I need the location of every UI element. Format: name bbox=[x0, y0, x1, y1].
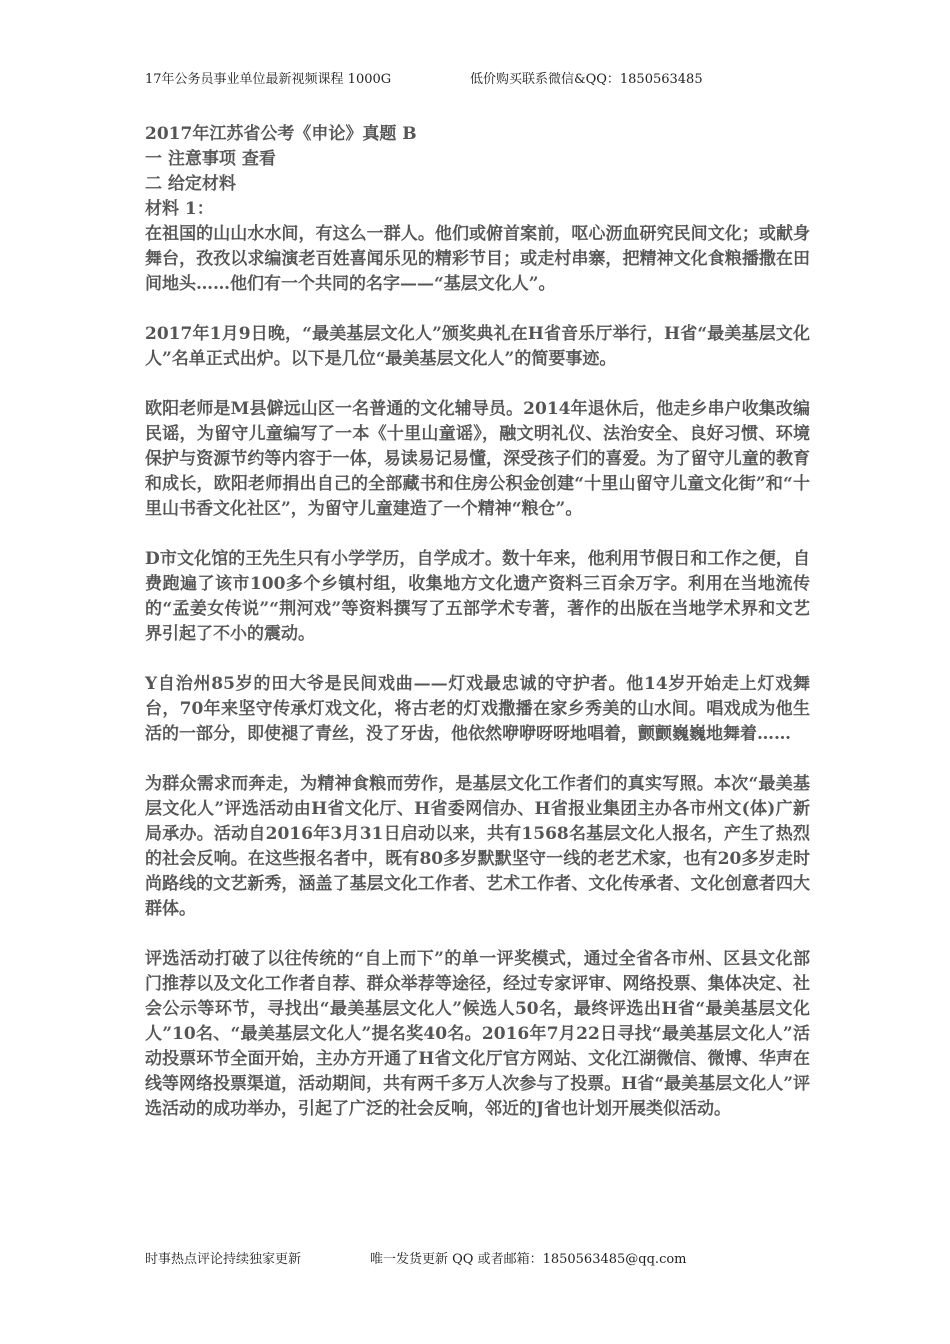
material-label: 材料 1： bbox=[145, 199, 214, 219]
paragraph-intro: 在祖国的山山水水间，有这么一群人。他们或俯首案前，呕心沥血研究民间文化；或献身舞台，孜孜以求编演老百姓喜闻乐见的精彩节目；或走村串寨，把精神文化食粮播撒在田间地头……他们有一个共同的名字——“基层文化人”。 bbox=[145, 224, 810, 294]
page-header bbox=[145, 68, 703, 87]
document-body bbox=[145, 122, 810, 1147]
section-heading-notes: 一 注意事项 查看 bbox=[145, 149, 276, 169]
header-left-text: 17年公务员事业单位最新视频课程 1000G bbox=[145, 72, 392, 87]
paragraph-ouyang: 欧阳老师是M县僻远山区一名普通的文化辅导员。2014年退休后，他走乡串户收集改编民谣，为留守儿童编写了一本《十里山童谣》，融文明礼仪、法治安全、良好习惯、环境保护与资源节约等内容于一体，易读易记易懂，深受孩子们的喜爱。为了留守儿童的教育和成长，欧阳老师捐出自己的全部藏书和住房公积金创建“十里山留守儿童文化街”和“十里山书香文化社区”，为留守儿童建造了一个精神“粮仓”。 bbox=[145, 399, 810, 519]
document-title: 2017年江苏省公考《申论》真题 B bbox=[145, 124, 417, 144]
paragraph-wang: D市文化馆的王先生只有小学学历，自学成才。数十年来，他利用节假日和工作之便，自费跑遍了该市100多个乡镇村组，收集地方文化遗产资料三百余万字。利用在当地流传的“孟姜女传说”“荆河戏”等资料撰写了五部学术专著，著作的出版在当地学术界和文艺界引起了不小的震动。 bbox=[145, 549, 810, 644]
footer-left-text: 时事热点评论持续独家更新 bbox=[145, 1252, 302, 1267]
header-right-text: 低价购买联系微信&QQ：1850563485 bbox=[470, 72, 703, 87]
paragraph-ceremony: 2017年1月9日晚，“最美基层文化人”颁奖典礼在H省音乐厅举行，H省“最美基层文化人”名单正式出炉。以下是几位“最美基层文化人”的简要事迹。 bbox=[145, 324, 810, 369]
footer-right-text: 唯一发货更新 QQ 或者邮箱：1850563485@qq.com bbox=[370, 1252, 687, 1267]
page-footer bbox=[145, 1248, 687, 1267]
paragraph-event: 为群众需求而奔走，为精神食粮而劳作，是基层文化工作者们的真实写照。本次“最美基层文化人”评选活动由H省文化厅、H省委网信办、H省报业集团主办各市州文(体)广新局承办。活动自2016年3月31日启动以来，共有1568名基层文化人报名，产生了热烈的社会反响。在这些报名者中，既有80多岁默默坚守一线的老艺术家，也有20多岁走时尚路线的文艺新秀，涵盖了基层文化工作者、艺术工作者、文化传承者、文化创意者四大群体。 bbox=[145, 774, 810, 919]
paragraph-selection: 评选活动打破了以往传统的“自上而下”的单一评奖模式，通过全省各市州、区县文化部门推荐以及文化工作者自荐、群众举荐等途径，经过专家评审、网络投票、集体决定、社会公示等环节，寻找出“最美基层文化人”候选人50名，最终评选出H省“最美基层文化人”10名、“最美基层文化人”提名奖40名。2016年7月22日寻找“最美基层文化人”活动投票环节全面开始，主办方开通了H省文化厅官方网站、文化江湖微信、微博、华声在线等网络投票渠道，活动期间，共有两千多万人次参与了投票。H省“最美基层文化人”评选活动的成功举办，引起了广泛的社会反响，邻近的J省也计划开展类似活动。 bbox=[145, 949, 810, 1119]
paragraph-tian: Y自治州85岁的田大爷是民间戏曲——灯戏最忠诚的守护者。他14岁开始走上灯戏舞台，70年来坚守传承灯戏文化，将古老的灯戏撒播在家乡秀美的山水间。唱戏成为他生活的一部分，即使褪了青丝，没了牙齿，他依然咿咿呀呀地唱着，颤颤巍巍地舞着…… bbox=[145, 674, 810, 744]
section-heading-materials: 二 给定材料 bbox=[145, 174, 236, 194]
